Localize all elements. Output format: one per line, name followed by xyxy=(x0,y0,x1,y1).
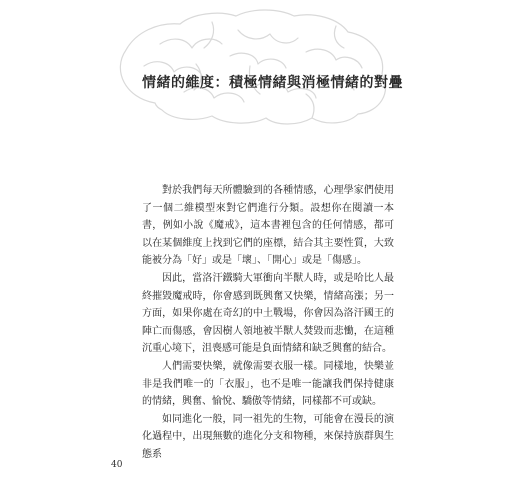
page-number: 40 xyxy=(111,460,123,470)
brain-outline-icon xyxy=(100,8,400,128)
body-text xyxy=(142,182,394,464)
paragraph: 如同進化一般，同一祖先的生物，可能會在漫長的演化過程中，出現無數的進化分支和物種，來保持族群與生態系 xyxy=(142,413,394,460)
chapter-title: 情緒的維度：積極情緒與消極情緒的對疊 xyxy=(142,75,403,91)
paragraph: 對於我們每天所體驗到的各種情感，心理學家們使用了一個二維模型來對它們進行分類。設想你在閱讀一本書，例如小說《魔戒》，這本書裡包含的任何情感，都可以在某個維度上找到它們的座標，結合其主要性質，大致能被分為「好」或是「壞」、「開心」或是「傷感」。 xyxy=(142,185,394,267)
paragraph: 人們需要快樂，就像需要衣服一樣。同樣地，快樂並非是我們唯一的「衣服」，也不是唯一能讓我們保持健康的情緒，興奮、愉悅、驕傲等情緒，同樣都不可或缺。 xyxy=(142,360,394,408)
paragraph: 因此，當洛汗鐵騎大軍衝向半獸人時，或是哈比人最終摧毀魔戒時，你會感到既興奮又快樂，情緒高漲；另一方面，如果你處在奇幻的中土戰場，你會因為洛汗國王的陣亡而傷感，會因樹人領地被半獸人焚毀而悲慟，在這種沉重心境下，沮喪感可能是負面情緒和缺乏興奮的結合。 xyxy=(142,272,394,355)
